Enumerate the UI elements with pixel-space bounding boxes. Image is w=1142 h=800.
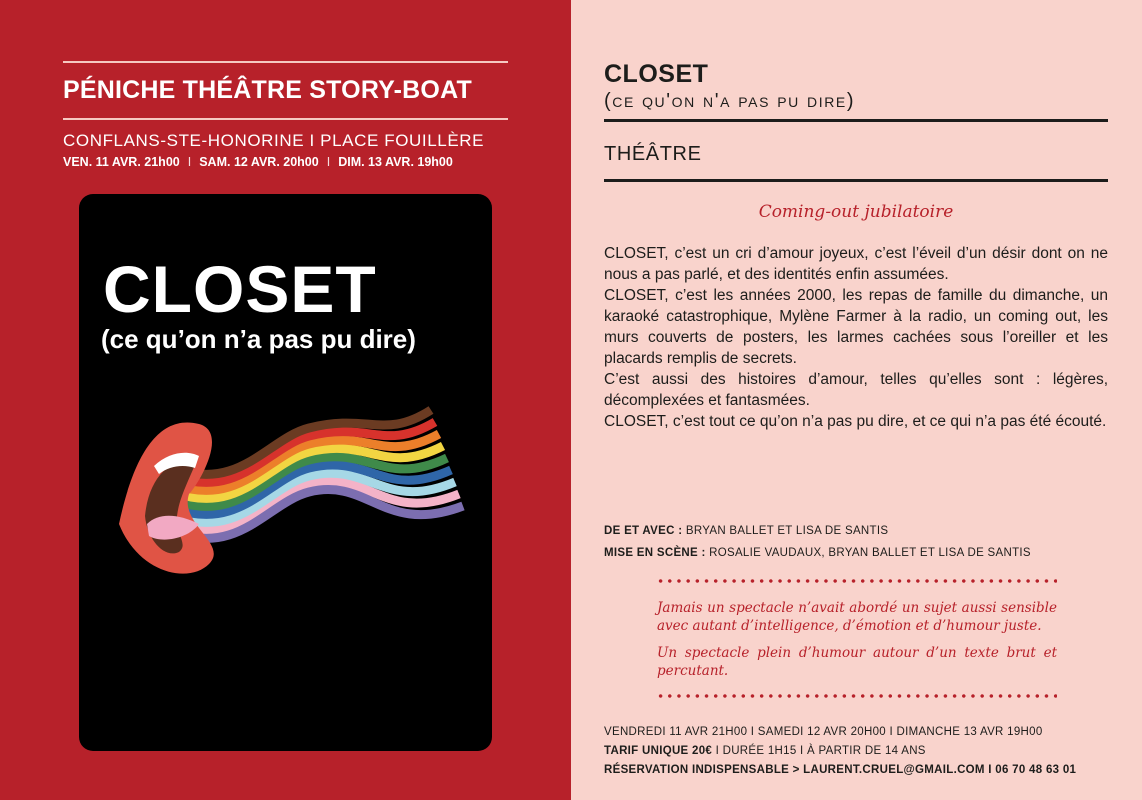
date-separator: I (187, 155, 192, 169)
show-tagline: Coming-out jubilatoire (758, 202, 954, 222)
credits-authors-label: DE ET AVEC : (604, 525, 683, 537)
duration: I DURÉE 1H15 I À PARTIR DE 14 ANS (715, 745, 926, 757)
description-paragraph: CLOSET, c’est les années 2000, les repas de famille du dimanche, un karaoké catastrophique, Mylène Farmer à la radio, un coming out, les murs couverts de posters, les larmes cachées sous l’oreiller et les placards remplis de secrets. (604, 287, 1108, 367)
description-paragraph: C’est aussi des histoires d’amour, telles qu’elles sont : légères, décomplexées et fantasmées. (604, 371, 1108, 409)
quote-top-divider (656, 579, 1057, 583)
credits-authors-value: BRYAN BALLET ET LISA DE SANTIS (685, 525, 889, 537)
show-genre: THÉÂTRE (604, 143, 702, 165)
credits-direction (604, 542, 1108, 564)
right-panel (571, 0, 1142, 800)
press-quote: Jamais un spectacle n’avait abordé un sujet aussi sensible avec autant d’intelligence, d’émotion et d’humour juste. (657, 600, 1057, 634)
show-description (604, 243, 1108, 432)
description-paragraph: CLOSET, c’est tout ce qu’on n’a pas pu dire, et ce qui n’a pas été écouté. (604, 413, 1107, 430)
genre-divider (604, 179, 1108, 182)
schedule: VENDREDI 11 AVR 21H00 I SAMEDI 12 AVR 20H00 I DIMANCHE 13 AVR 19H00 (604, 726, 1043, 738)
press-quote: Un spectacle plein d’humour autour d’un texte brut et percutant. (657, 645, 1057, 679)
reservation: RÉSERVATION INDISPENSABLE > LAURENT.CRUEL@GMAIL.COM I 06 70 48 63 01 (604, 764, 1077, 776)
poster-subtitle: (ce qu’on n’a pas pu dire) (101, 324, 416, 354)
venue-location: CONFLANS-STE-HONORINE I PLACE FOUILLÈRE (63, 131, 485, 150)
venue-dates (63, 155, 508, 169)
credits-authors (604, 520, 1108, 542)
poster-title: CLOSET (103, 252, 377, 326)
venue-divider (63, 118, 508, 120)
venue-date: VEN. 11 AVR. 21h00 (63, 155, 180, 169)
price: TARIF UNIQUE 20€ (604, 745, 713, 757)
venue-date: DIM. 13 AVR. 19h00 (338, 155, 453, 169)
show-subtitle: (ce qu'on n'a pas pu dire) (604, 90, 856, 112)
show-title: CLOSET (604, 60, 709, 88)
price-duration (604, 745, 1124, 757)
date-separator: I (326, 155, 331, 169)
mouth-rainbow-illustration (79, 194, 492, 751)
top-divider (63, 61, 508, 63)
credits-direction-label: MISE EN SCÈNE : (604, 547, 706, 559)
poster (79, 194, 492, 751)
quote-bottom-divider (656, 694, 1057, 698)
credits (604, 520, 1108, 564)
description-paragraph: CLOSET, c’est un cri d’amour joyeux, c’est l’éveil d’un désir dont on ne nous a pas parlé, et des identités enfin assumées. (604, 245, 1108, 283)
venue-title: PÉNICHE THÉÂTRE STORY-BOAT (63, 76, 472, 104)
title-divider (604, 119, 1108, 122)
credits-direction-value: ROSALIE VAUDAUX, BRYAN BALLET ET LISA DE SANTIS (709, 547, 1031, 559)
venue-date: SAM. 12 AVR. 20h00 (199, 155, 319, 169)
